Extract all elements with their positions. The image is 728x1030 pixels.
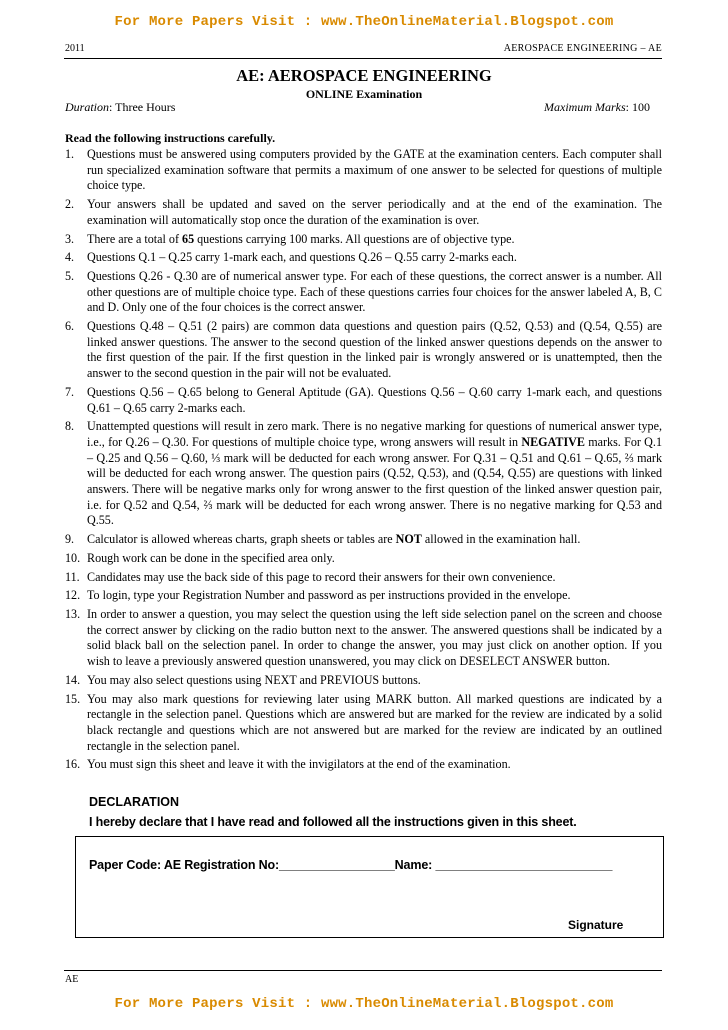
page-subtitle: ONLINE Examination — [305, 87, 423, 101]
signature-label: Signature — [568, 918, 624, 932]
maximum-marks-label: Maximum Marks — [544, 100, 626, 114]
list-item: 3. There are a total of 65 questions carrying 100 marks. All questions are of objective type. — [65, 231, 515, 246]
list-item: 16. You must sign this sheet and leave it with the invigilators at the end of the examination. — [65, 757, 511, 772]
footer-code: AE — [65, 974, 79, 985]
list-item: 4. Questions Q.1 – Q.25 carry 1-mark each, and questions Q.26 – Q.55 carry 2-marks each. — [65, 250, 517, 265]
declaration-text: I hereby declare that I have read and followed all the instructions given in this sheet. — [89, 815, 577, 829]
list-item: 7. Questions Q.56 – Q.65 belong to General Aptitude (GA). Questions Q.56 – Q.60 carry 1-mark each, and questions Q.61 – Q.65 carry 2-marks each. — [65, 384, 662, 415]
list-item: 11. Candidates may use the back side of this page to record their answers for their own convenience. — [65, 569, 556, 584]
list-item: 2. Your answers shall be updated and saved on the server periodically and at the end of the examination. The examination will automatically stop once the duration of the examination is over. — [65, 197, 662, 227]
list-item: 15. You may also mark questions for reviewing later using MARK button. All marked questions are indicated by a rectangle in the selection panel. Questions which are answered but are marked for the review are indicated by a solid black rectangle and questions which are not answered but are marked for the review are indicated by an outlined rectangle in the selection panel. — [65, 691, 662, 753]
header-year: 2011 — [65, 43, 85, 54]
registration-form-line: Paper Code: AE Registration No:_________________Name: __________________________ — [89, 858, 613, 872]
list-item: 8. Unattempted questions will result in zero mark. There is no negative marking for questions of numerical answer type, i.e., for Q.26 – Q.30. For questions of multiple choice type, wrong answers will result in NEGATIVE marks. For Q.1 – Q.25 and Q.56 – Q.60, ⅓ mark will be deducted for each wrong answer. For Q.31 – Q.51 and Q.61 – Q.65, ⅔ mark will be deducted for each wrong answer. The question pairs (Q.52, Q.53), and (Q.54, Q.55) are questions with linked answers. There will be negative marks only for wrong answer to the first question of the linked answer question pair, i.e. for Q.52 and Q.54, ⅔ mark will be deducted for each wrong answer. There is no negative marking for Q.53 and Q.55. — [65, 419, 662, 528]
list-item: 12. To login, type your Registration Number and password as per instructions provided in the envelope. — [65, 588, 571, 603]
duration-value: : Three Hours — [109, 100, 176, 114]
page-title: AE: AEROSPACE ENGINEERING — [236, 66, 492, 85]
list-item: 14. You may also select questions using NEXT and PREVIOUS buttons. — [65, 672, 421, 687]
list-item: 13. In order to answer a question, you may select the question using the left side selection panel on the screen and choose the correct answer by clicking on the radio button next to the answer. The answered questions shall be indicated by a solid black ball on the selection panel. In order to change the answer, you may just click on another option. If you wish to leave a previously answered question unanswered, you may click on DESELECT ANSWER button. — [65, 606, 662, 669]
maximum-marks-value: : 100 — [625, 100, 650, 114]
instructions-intro: Read the following instructions carefully. — [65, 131, 276, 145]
duration — [65, 100, 175, 115]
banner-top: For More Papers Visit : www.TheOnlineMaterial.Blogspot.com — [114, 14, 614, 30]
header-rule — [64, 58, 662, 59]
duration-label: Duration — [65, 100, 110, 114]
list-item: 10. Rough work can be done in the specified area only. — [65, 550, 335, 565]
declaration-heading: DECLARATION — [89, 795, 180, 809]
list-item: 6. Questions Q.48 – Q.51 (2 pairs) are common data questions and question pairs (Q.52, Q.53) and (Q.54, Q.55) are linked answer questions. The answer to the second question of the linked answer questions depends on the answer to the first question of the pair. If the first question in the linked pair is wrongly answered or is unattempted, then the answer to the second question in the pair will not be evaluated. — [65, 319, 662, 381]
list-item: 5. Questions Q.26 - Q.30 are of numerical answer type. For each of these questions, the correct answer is a number. All other questions are of multiple choice type. Each of these questions carries four choices for the answer labeled A, B, C and D. Only one of the four choices is the correct answer. — [65, 268, 662, 315]
list-item: 9. Calculator is allowed whereas charts, graph sheets or tables are NOT allowed in the examination hall. — [65, 532, 581, 547]
header-subject: AEROSPACE ENGINEERING – AE — [503, 43, 662, 54]
footer-rule — [64, 970, 662, 971]
maximum-marks — [544, 100, 650, 115]
list-item: 1. Questions must be answered using computers provided by the GATE at the examination centers. Each computer shall run specialized examination software that permits a maximum of one answer to be selected for questions of multiple choice type. — [65, 147, 662, 193]
instructions-list — [65, 147, 662, 776]
banner-bottom: For More Papers Visit : www.TheOnlineMaterial.Blogspot.com — [114, 996, 614, 1012]
